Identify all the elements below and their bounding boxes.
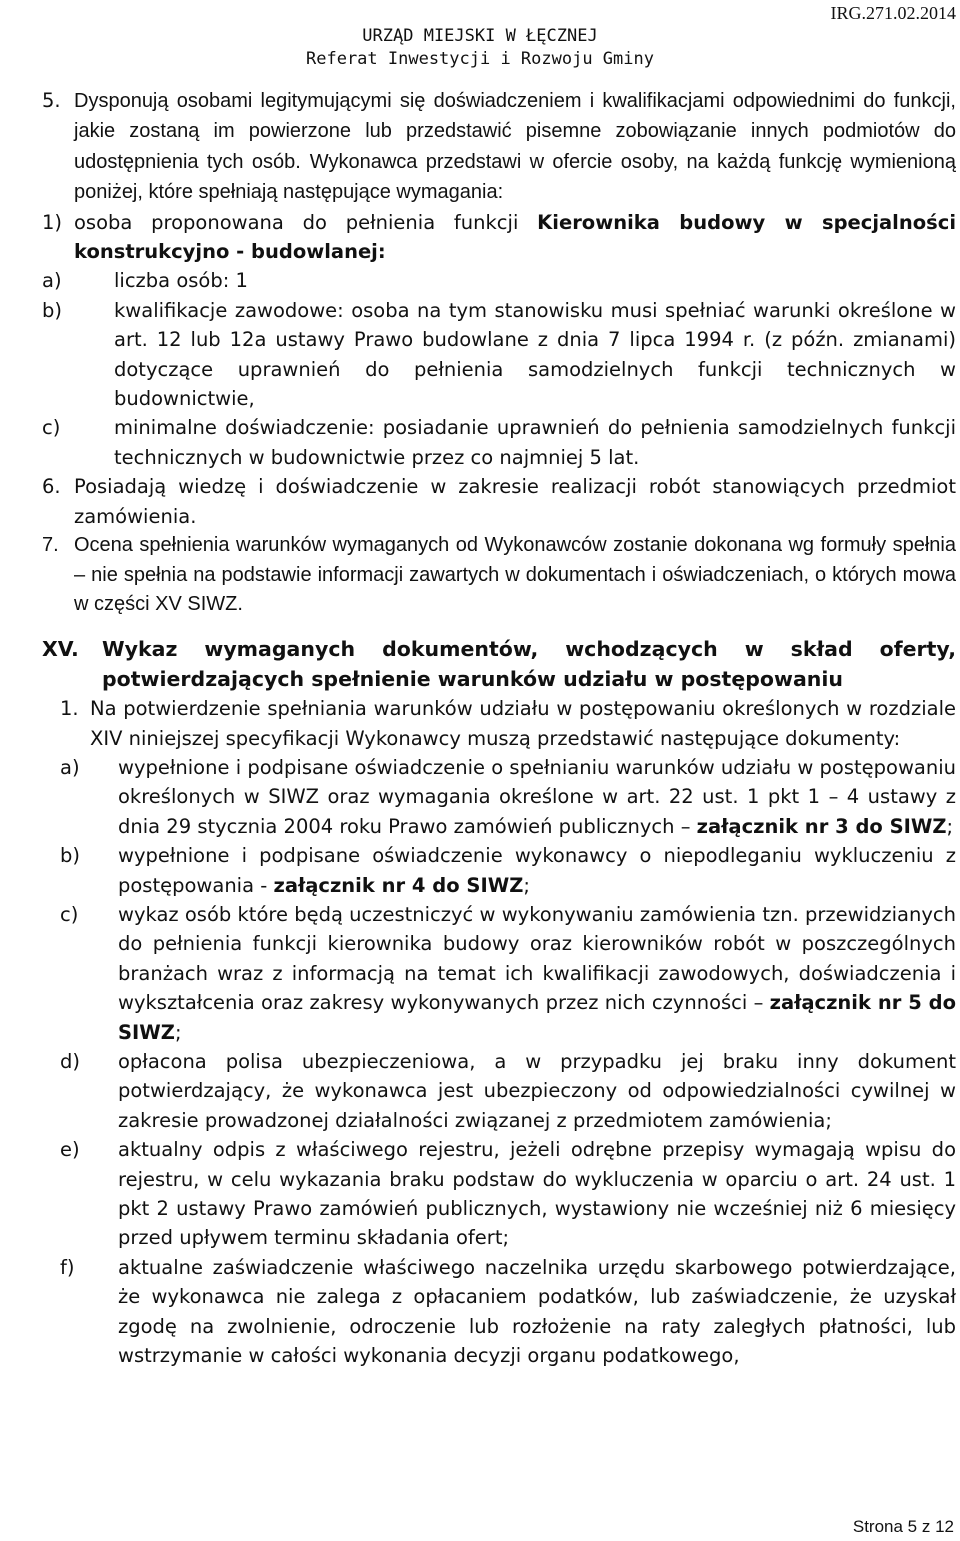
list-item	[60, 900, 956, 1047]
list-item-tail: ;	[523, 873, 530, 897]
list-item-text-plain: wykaz osób które będą uczestniczyć w wykonywaniu zamówienia tzn. przewidzianych do pełnienia funkcji kierownika budowy oraz kierowników robót w poszczególnych branżach wraz z informacją na temat ich kwalifikacji zawodowych, doświadczenia i wykształcenia oraz zakresy wykonywanych przez nich czynności –	[118, 902, 956, 1015]
item-text: Ocena spełnienia warunków wymaganych od Wykonawców zostanie dokonana wg formuły spełnia – nie spełnia na podstawie informacji zawartych w dokumentach i oświadczeniach, o których mowa w części XV SIWZ.	[74, 534, 956, 615]
office-name: URZĄD MIEJSKI W ŁĘCZNEJ	[362, 26, 598, 46]
item-6	[42, 472, 956, 531]
sub-item-text-plain: osoba proponowana do pełnienia funkcji	[74, 210, 519, 234]
item-text-part2: Wykonawca przedstawi w ofercie osoby, na każdą funkcję wymienioną poniżej, które spełniają następujące wymagania:	[74, 150, 956, 204]
item-number: 6.	[42, 475, 61, 499]
document-body	[42, 86, 956, 1370]
item-text-part1: Dysponują osobami legitymującymi się doświadczeniem i kwalifikacjami odpowiednimi do funkcji, jakie zostaną im powierzone lub przedstawić pisemne zobowiązanie innych podmiotów do udostępnienia tych osób.	[74, 90, 956, 173]
list-item-text: aktualny odpis z właściwego rejestru, jeżeli odrębne przepisy wymagają wpisu do rejestru, w celu wykazania braku podstaw do wykluczenia w oparciu o art. 24 ust. 1 pkt 2 ustawy Prawo zamówień publicznych, wystawiony nie wcześniej niż 6 miesięcy przed upływem terminu składania ofert;	[118, 1138, 956, 1250]
item-number: 1.	[60, 697, 79, 721]
sub-item-text	[74, 208, 956, 267]
document-reference: IRG.271.02.2014	[830, 3, 956, 23]
list-item	[42, 413, 956, 472]
attachment-reference: załącznik nr 3 do SIWZ	[696, 814, 947, 838]
list-item-text	[118, 900, 956, 1047]
list-item-label: c)	[42, 416, 61, 440]
list-item-text-plain: wypełnione i podpisane oświadczenie o spełnianiu warunków udziału w postępowaniu określonych w SIWZ oraz wymagania określone w art. 22 ust. 1 pkt 1 – 4 ustawy z dnia 29 stycznia 2004 roku Prawo zamówień publicznych –	[118, 755, 956, 838]
list-item	[60, 841, 956, 900]
page-number: Strona 5 z 12	[852, 1516, 954, 1536]
list-item-text: kwalifikacje zawodowe: osoba na tym stanowisku musi spełniać warunki określone w art. 12 lub 12a ustawy Prawo budowlane z dnia 7 lipca 1994 r. (z późn. zmianami) dotyczące uprawnień do pełnienia samodzielnych funkcji technicznych w budownictwie,	[114, 298, 956, 411]
list-item	[60, 1253, 956, 1371]
list-item-label: a)	[42, 269, 62, 293]
item-5	[42, 86, 956, 208]
list-item-label: b)	[60, 844, 80, 868]
xv-item-1	[60, 694, 956, 753]
item-text: Na potwierdzenie spełniania warunków udziału w postępowaniu określonych w rozdziale XIV niniejszej specyfikacji Wykonawcy muszą przedstawić następujące dokumenty:	[90, 697, 956, 750]
list-item-text: minimalne doświadczenie: posiadanie uprawnień do pełnienia samodzielnych funkcji technicznych w budownictwie przez co najmniej 5 lat.	[114, 416, 956, 469]
item-text: Posiadają wiedzę i doświadczenie w zakresie realizacji robót stanowiących przedmiot zamówienia.	[74, 475, 956, 528]
item-number: 7.	[42, 534, 59, 557]
list-item-label: e)	[60, 1138, 80, 1162]
sub-item-number: 1)	[42, 210, 63, 234]
document-list	[60, 753, 956, 1371]
attachment-reference: załącznik nr 4 do SIWZ	[273, 873, 524, 897]
list-item-tail: ;	[174, 1020, 182, 1044]
list-item	[42, 266, 956, 295]
list-item	[60, 1047, 956, 1135]
sub-item-text-bold: Kierownika budowy w specjalności konstrukcyjno - budowlanej:	[74, 210, 956, 264]
item-7	[42, 531, 956, 619]
list-item-label: d)	[60, 1050, 80, 1073]
list-item-text: liczba osób: 1	[114, 269, 248, 293]
list-item-text: opłacona polisa ubezpieczeniowa, a w przypadku jej braku inny dokument potwierdzający, że wykonawca jest ubezpieczony od odpowiedzialności cywilnej w zakresie prowadzonej działalności związanej z przedmiotem zamówienia;	[118, 1050, 956, 1132]
list-item	[60, 753, 956, 841]
list-item-tail: ;	[946, 814, 954, 838]
list-item	[42, 296, 956, 414]
section-title: Wykaz wymaganych dokumentów, wchodzących w skład oferty, potwierdzających spełnienie warunków udziału w postępowaniu	[102, 637, 956, 691]
list-item-label: f)	[60, 1255, 75, 1279]
attachment-reference: załącznik nr 5 do SIWZ	[118, 991, 956, 1044]
sub-item-1	[42, 208, 956, 267]
section-number: XV.	[42, 637, 79, 662]
list-item-label: c)	[60, 902, 79, 926]
list-item-label: b)	[42, 298, 62, 322]
section-heading	[42, 635, 956, 694]
list-item	[60, 1135, 956, 1253]
item-text	[74, 86, 956, 208]
list-item-text-plain: wypełnione i podpisane oświadczenie wykonawcy o niepodleganiu wykluczeniu z postępowania -	[118, 844, 956, 897]
list-item-text: aktualne zaświadczenie właściwego naczelnika urzędu skarbowego potwierdzające, że wykonawca nie zalega z opłacaniem podatków, lub zaświadczenie, że uzyskał zgodę na zwolnienie, odroczenie lub rozłożenie na raty zaległych płatności, lub wstrzymanie w całości wykonania decyzji organu podatkowego,	[118, 1255, 956, 1368]
list-item-label: a)	[60, 755, 80, 779]
list-item-text	[118, 841, 956, 900]
item-number: 5.	[42, 89, 61, 112]
department-name: Referat Inwestycji i Rozwoju Gminy	[306, 49, 654, 69]
list-item-text	[118, 753, 956, 841]
